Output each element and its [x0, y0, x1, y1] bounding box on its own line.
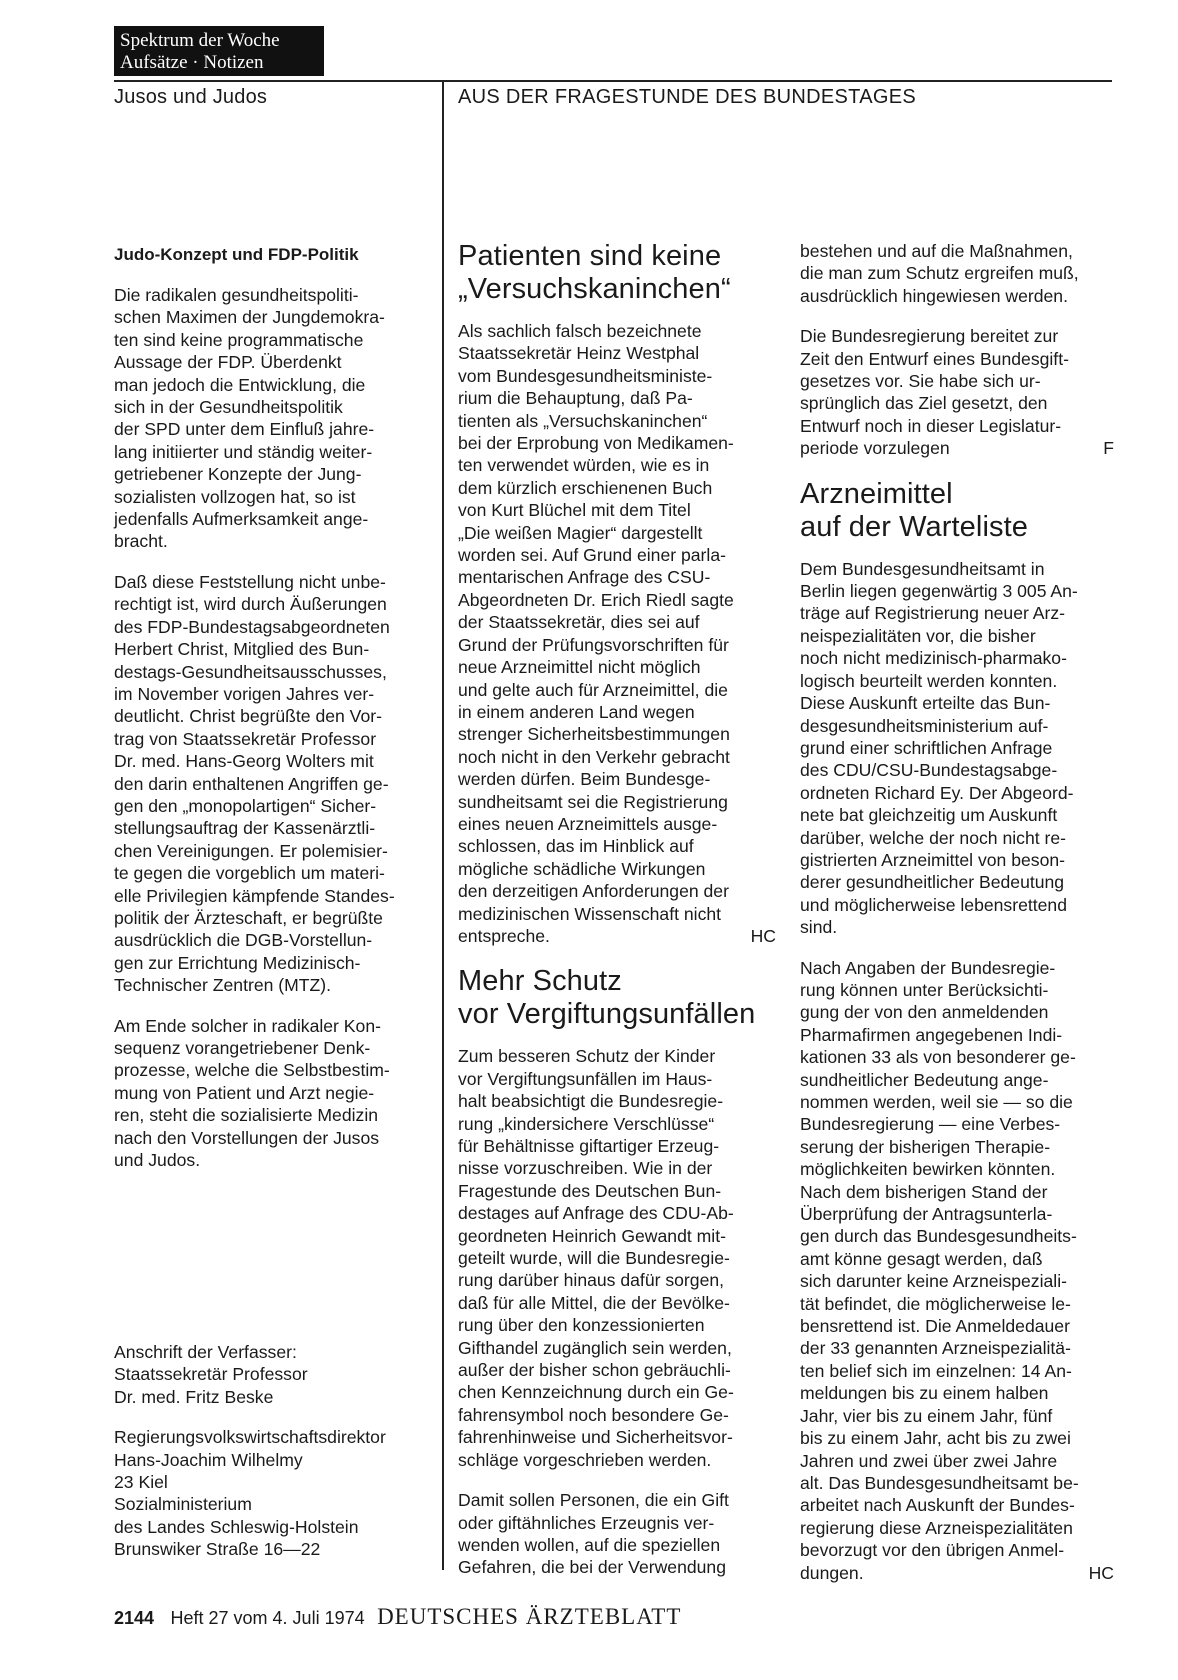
- column-divider: [442, 80, 444, 1570]
- paragraph: Dem Bundesgesundheitsamt in Berlin liegen gegenwärtig 3 005 An- träge auf Registrierung neuer Arz- neispezialitäten vor, die bisher noch nicht medizinisch-pharmako- logisch beurteilt werden konnten. Diese Auskunft erteilte das Bun- desgesundheitsministerium auf- grund einer schriftlichen Anfrage des CDU/CSU-Bundestagsabge- ordneten Richard Ey. Der Abgeord- nete bat gleichzeitig um Auskunft darüber, welche der noch nicht re- gistrierten Arzneimittel von beson- derer gesundheitlicher Bedeutung und möglicherweise lebensrettend sind.: [800, 558, 1078, 938]
- paragraph: Nach Angaben der Bundesregie- rung können unter Berücksichti- gung der von den anmeldenden Pharmafirmen angegebenen Indi- kationen 33 als von besonderer ge- sundheitlicher Bedeutung ange- nommen werden, weil sie — so die Bundesregierung — eine Verbes- serung der bisherigen Therapie- möglichkeiten bewirken könnten. Nach dem bisherigen Stand der Überprüfung der Antragsunterla- gen durch das Bundesgesundheits- amt könne gesagt werden, daß sich darunter keine Arzneispeziali- tät befindet, die möglicherweise le- bensrettend ist. Die Anmeldedauer der 33 genannten Arzneispezialitä- ten belief sich im einzelnen: 14 An- meldungen bis zu einem halben Jahr, vier bis zu einem Jahr, fünf bis zu einem Jahr, acht bis zu zwei Jahren und zwei über zwei Jahre alt. Das Bundesgesundheitsamt be- arbeitet nach Auskunft der Bundes- regierung diese Arzneispezialitäten bevorzugt vor den übrigen Anmel- dungen. HC: [800, 957, 1114, 1583]
- paragraph: Damit sollen Personen, die ein Gift oder giftähnliches Erzeugnis ver- wenden wollen, auf die speziellen Gefahren, die bei der Verwendung: [458, 1490, 729, 1578]
- section-label-line2: Aufsätze · Notizen: [120, 52, 264, 73]
- paragraph: Die radikalen gesundheitspoliti- schen Maximen der Jungdemokra- ten sind keine programmatische Aussage der FDP. Überdenkt man jedoch die Entwicklung, die sich in der Gesundheitspolitik der SPD unter dem Einfluß jahre- lang initiierter und ständig weiter- getriebener Konzepte der Jung- sozialisten vollzogen hat, so ist jedenfalls Aufmerksamkeit ange- bracht.: [114, 285, 385, 552]
- page-number: 2144: [114, 1608, 155, 1628]
- journal-name: DEUTSCHES ÄRZTEBLATT: [377, 1604, 682, 1629]
- author-address: [114, 1341, 434, 1561]
- section-label-line1: Spektrum der Woche: [120, 30, 280, 51]
- author-mark: F: [1103, 438, 1114, 459]
- headline-patienten: Patienten sind keine „Versuchskaninchen“: [458, 240, 731, 305]
- paragraph: Die Bundesregierung bereitet zur Zeit den Entwurf eines Bundesgift- gesetzes vor. Sie habe sich ur- sprünglich das Ziel gesetzt, den Entwurf noch in dieser Legislatur- periode vorzulegen F: [800, 326, 1114, 459]
- paragraph: Zum besseren Schutz der Kinder vor Vergiftungsunfällen im Haus- halt beabsichtigt die Bundesregie- rung „kindersichere Verschlüsse“ für Behältnisse giftartiger Erzeug- nisse vorzuschreiben. Wie in der Fragestunde des Deutschen Bun- destages auf Anfrage des CDU-Ab- geordneten Heinrich Gewandt mit- geteilt wurde, will die Bundesregie- rung darüber hinaus dafür sorgen, daß für alle Mittel, die der Bevölke- rung über den konzessionierten Gifthandel zugänglich sein werden, außer der bisher schon gebräuchli- chen Kennzeichnung durch ein Ge- fahrensymbol noch besondere Ge- fahrenhinweise und Sicherheitsvor- schläge vorgeschrieben werden.: [458, 1046, 734, 1470]
- address-block-1: Anschrift der Verfasser: Staatssekretär Professor Dr. med. Fritz Beske: [114, 1342, 308, 1407]
- section-label-box: [114, 26, 324, 76]
- paragraph: Daß diese Feststellung nicht unbe- rechtigt ist, wird durch Äußerungen des FDP-Bundestagsabgeordneten Herbert Christ, Mitglied des Bun- destags-Gesundheitsausschusses, im November vorigen Jahres ver- deutlicht. Christ begrüßte den Vor- trag von Staatssekretär Professor Dr. med. Hans-Georg Wolters mit den darin enthaltenen Angriffen ge- gen den „monopolartigen“ Sicher- stellungsauftrag der Kassenärztli- chen Vereinigungen. Er polemisier- te gegen die vorgeblich um materi- elle Privilegien kämpfende Standes- politik der Ärzteschaft, er begrüßte ausdrücklich die DGB-Vorstellun- gen zur Errichtung Medizinisch- Technischer Zentren (MTZ).: [114, 571, 395, 996]
- author-mark: HC: [1088, 1562, 1114, 1583]
- article-heading-judo-konzept: Judo-Konzept und FDP-Politik: [114, 245, 359, 264]
- paragraph: bestehen und auf die Maßnahmen, die man zum Schutz ergreifen muß, ausdrücklich hingewiesen werden.: [800, 241, 1079, 306]
- article-column-3: [800, 240, 1114, 1584]
- page-footer: [114, 1604, 681, 1630]
- headline-arzneimittel: Arzneimittel auf der Warteliste: [800, 477, 1028, 543]
- paragraph: Als sachlich falsch bezeichnete Staatssekretär Heinz Westphal vom Bundesgesundheitsministe- rium die Behauptung, daß Pa- tienten als „Versuchskaninchen“ bei der Erprobung von Medikamen- ten verwendet würden, wie es in dem kürzlich erschienenen Buch von Kurt Blüchel mit dem Titel „Die weißen Magier“ dargestellt worden sei. Auf Grund einer parla- mentarischen Anfrage des CSU- Abgeordneten Dr. Erich Riedl sagte der Staatssekretär, dies sei auf Grund der Prüfungsvorschriften für neue Arzneimittel nicht möglich und gelte auch für Arzneimittel, die in einem anderen Land wegen strenger Sicherheitsbestimmungen noch nicht in den Verkehr gebracht werden dürfen. Beim Bundesge- sundheitsamt sei die Registrierung eines neuen Arzneimittels ausge- schlossen, das im Hinblick auf mögliche schädliche Wirkungen den derzeitigen Anforderungen der medizinischen Wissenschaft nicht entspreche. HC: [458, 321, 776, 946]
- paragraph: Am Ende solcher in radikaler Kon- sequenz vorangetriebener Denk- prozesse, welche die Selbstbestim- mung von Patient und Arzt negie- ren, steht die sozialisierte Medizin nach den Vorstellungen der Jusos und Judos.: [114, 1015, 390, 1171]
- issue-info: Heft 27 vom 4. Juli 1974: [170, 1608, 365, 1628]
- article-column-2: [458, 240, 776, 1579]
- running-head-right: AUS DER FRAGESTUNDE DES BUNDESTAGES: [458, 86, 916, 108]
- address-block-2: Regierungsvolkswirtschaftsdirektor Hans-Joachim Wilhelmy 23 Kiel Sozialministerium des Landes Schleswig-Holstein Brunswiker Straße 16—22: [114, 1427, 386, 1560]
- running-head-left: Jusos und Judos: [114, 86, 268, 108]
- article-column-1: [114, 244, 430, 1171]
- author-mark: HC: [750, 925, 776, 946]
- top-rule: [114, 80, 1112, 82]
- headline-mehr-schutz: Mehr Schutz vor Vergiftungsunfällen: [458, 965, 756, 1031]
